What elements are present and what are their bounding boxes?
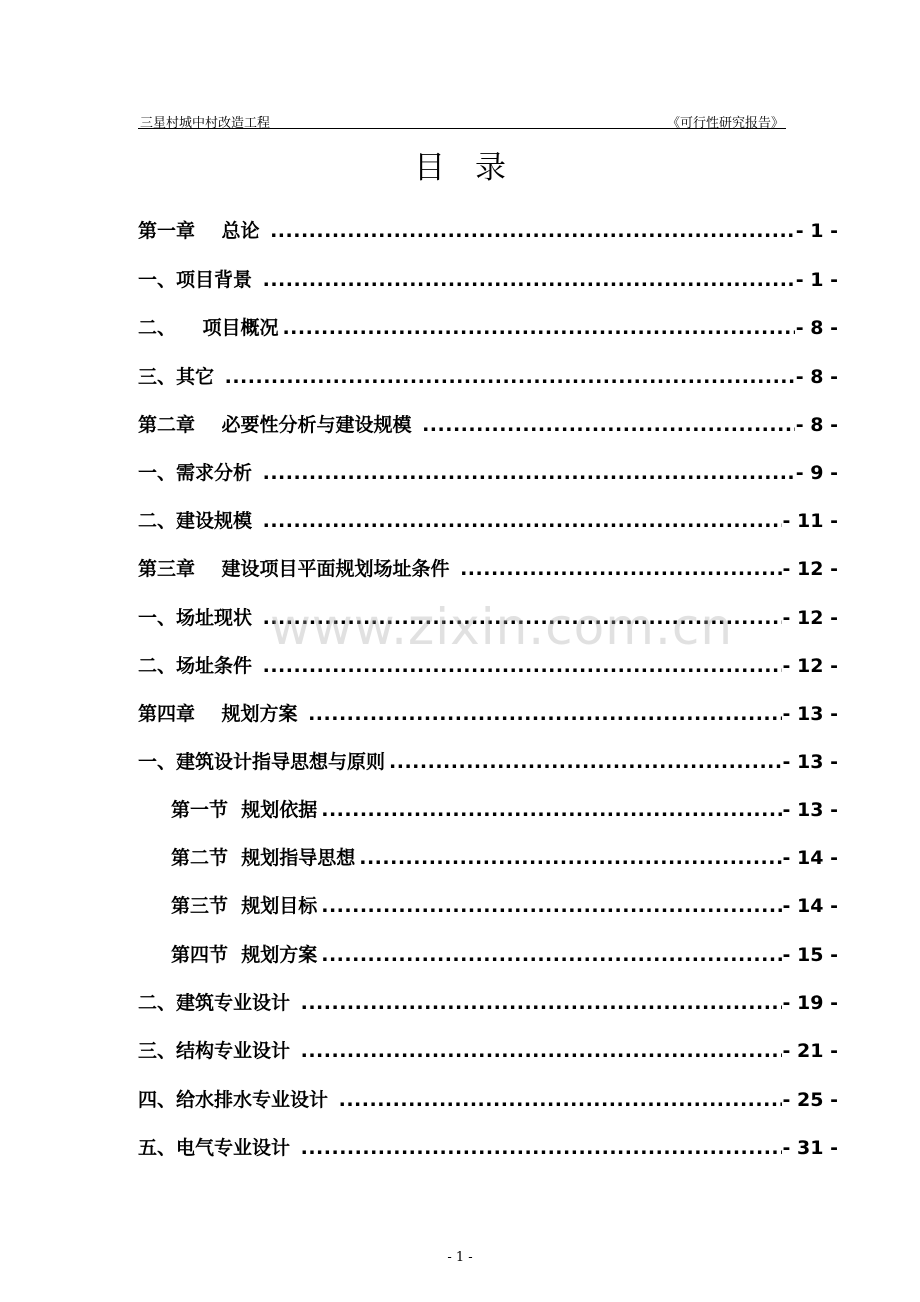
- toc-entry-page: - 12 -: [782, 558, 838, 580]
- toc-entry-label: 二、 项目概况: [138, 317, 279, 339]
- toc-entry-page: - 11 -: [782, 510, 838, 532]
- toc-entry-page: - 21 -: [782, 1040, 838, 1062]
- toc-entry-label: 第四章 规划方案: [138, 703, 305, 725]
- toc-entry-page: - 8 -: [795, 317, 838, 339]
- toc-entry-label: 三、结构专业设计: [138, 1040, 297, 1062]
- toc-title: 目录: [414, 150, 536, 186]
- toc-entry[interactable]: [138, 554, 838, 582]
- toc-entry-page: - 25 -: [782, 1089, 838, 1111]
- toc-entry-label: 三、其它: [138, 366, 221, 388]
- toc-entry[interactable]: [171, 940, 838, 968]
- toc-entry-label: 第三节 规划目标: [171, 895, 318, 917]
- toc-entry[interactable]: [171, 843, 838, 871]
- toc-entry[interactable]: [138, 1036, 838, 1064]
- page-header: [138, 110, 786, 129]
- toc-leader-dots: [263, 510, 782, 532]
- toc-entry-label: 二、场址条件: [138, 655, 259, 677]
- toc-entry[interactable]: [138, 699, 838, 727]
- toc-entry[interactable]: [138, 747, 838, 775]
- toc-entry[interactable]: [138, 265, 838, 293]
- toc-leader-dots: [270, 220, 795, 242]
- toc-leader-dots: [321, 799, 781, 821]
- toc-entry-label: 第一节 规划依据: [171, 799, 318, 821]
- toc-entry[interactable]: [138, 313, 838, 341]
- toc-entry-page: - 8 -: [795, 414, 838, 436]
- toc-entry-label: 第四节 规划方案: [171, 944, 318, 966]
- toc-entry[interactable]: [171, 891, 838, 919]
- toc-leader-dots: [422, 414, 795, 436]
- header-report-name: 《可行性研究报告》: [666, 116, 784, 131]
- toc-leader-dots: [282, 317, 794, 339]
- toc-entry[interactable]: [138, 1133, 838, 1161]
- toc-entry[interactable]: [138, 458, 838, 486]
- toc-leader-dots: [301, 1137, 782, 1159]
- toc-leader-dots: [359, 847, 781, 869]
- toc-entry[interactable]: [138, 988, 838, 1016]
- toc-leader-dots: [263, 269, 795, 291]
- toc-entry-label: 一、建筑设计指导思想与原则: [138, 751, 386, 773]
- toc-entry-page: - 14 -: [782, 847, 838, 869]
- toc-entry-page: - 12 -: [782, 607, 838, 629]
- toc-entry-page: - 1 -: [795, 220, 838, 242]
- toc-entry-label: 一、场址现状: [138, 607, 259, 629]
- toc-entry-label: 五、电气专业设计: [138, 1137, 297, 1159]
- toc-leader-dots: [460, 558, 781, 580]
- toc-leader-dots: [263, 462, 795, 484]
- toc-entry-page: - 1 -: [795, 269, 838, 291]
- toc-entry-page: - 13 -: [782, 703, 838, 725]
- toc-entry[interactable]: [138, 1085, 838, 1113]
- toc-entry-label: 第三章 建设项目平面规划场址条件: [138, 558, 457, 580]
- toc-entry[interactable]: [138, 216, 838, 244]
- watermark: www.zixin.com.cn: [270, 598, 734, 656]
- toc-entry[interactable]: [171, 795, 838, 823]
- toc-entry-label: 二、建设规模: [138, 510, 259, 532]
- toc-leader-dots: [301, 1040, 782, 1062]
- toc-entry-page: - 14 -: [782, 895, 838, 917]
- toc-entry-page: - 15 -: [782, 944, 838, 966]
- toc-leader-dots: [389, 751, 782, 773]
- toc-leader-dots: [301, 992, 782, 1014]
- toc-entry-page: - 19 -: [782, 992, 838, 1014]
- toc-entry-label: 第二节 规划指导思想: [171, 847, 356, 869]
- toc-entry-page: - 31 -: [782, 1137, 838, 1159]
- toc-entry-label: 第一章 总论: [138, 220, 267, 242]
- toc-entry-page: - 12 -: [782, 655, 838, 677]
- toc-leader-dots: [339, 1089, 782, 1111]
- toc-entry[interactable]: [138, 362, 838, 390]
- toc-entry-page: - 13 -: [782, 751, 838, 773]
- toc-leader-dots: [225, 366, 795, 388]
- toc-entry-label: 四、给水排水专业设计: [138, 1089, 335, 1111]
- toc-entry-page: - 9 -: [795, 462, 838, 484]
- toc-entry[interactable]: [138, 410, 838, 438]
- header-project-name: 三星村城中村改造工程: [140, 116, 271, 131]
- toc-leader-dots: [263, 655, 782, 677]
- toc-entry-label: 一、需求分析: [138, 462, 259, 484]
- toc-leader-dots: [308, 703, 781, 725]
- page-number: - 1 -: [447, 1250, 473, 1265]
- toc-entry-label: 一、项目背景: [138, 269, 259, 291]
- toc-leader-dots: [321, 895, 781, 917]
- toc-entry-page: - 8 -: [795, 366, 838, 388]
- toc-leader-dots: [321, 944, 781, 966]
- toc-entry[interactable]: [138, 506, 838, 534]
- toc-entry-label: 二、建筑专业设计: [138, 992, 297, 1014]
- toc-entry-label: 第二章 必要性分析与建设规模: [138, 414, 419, 436]
- toc-entry-page: - 13 -: [782, 799, 838, 821]
